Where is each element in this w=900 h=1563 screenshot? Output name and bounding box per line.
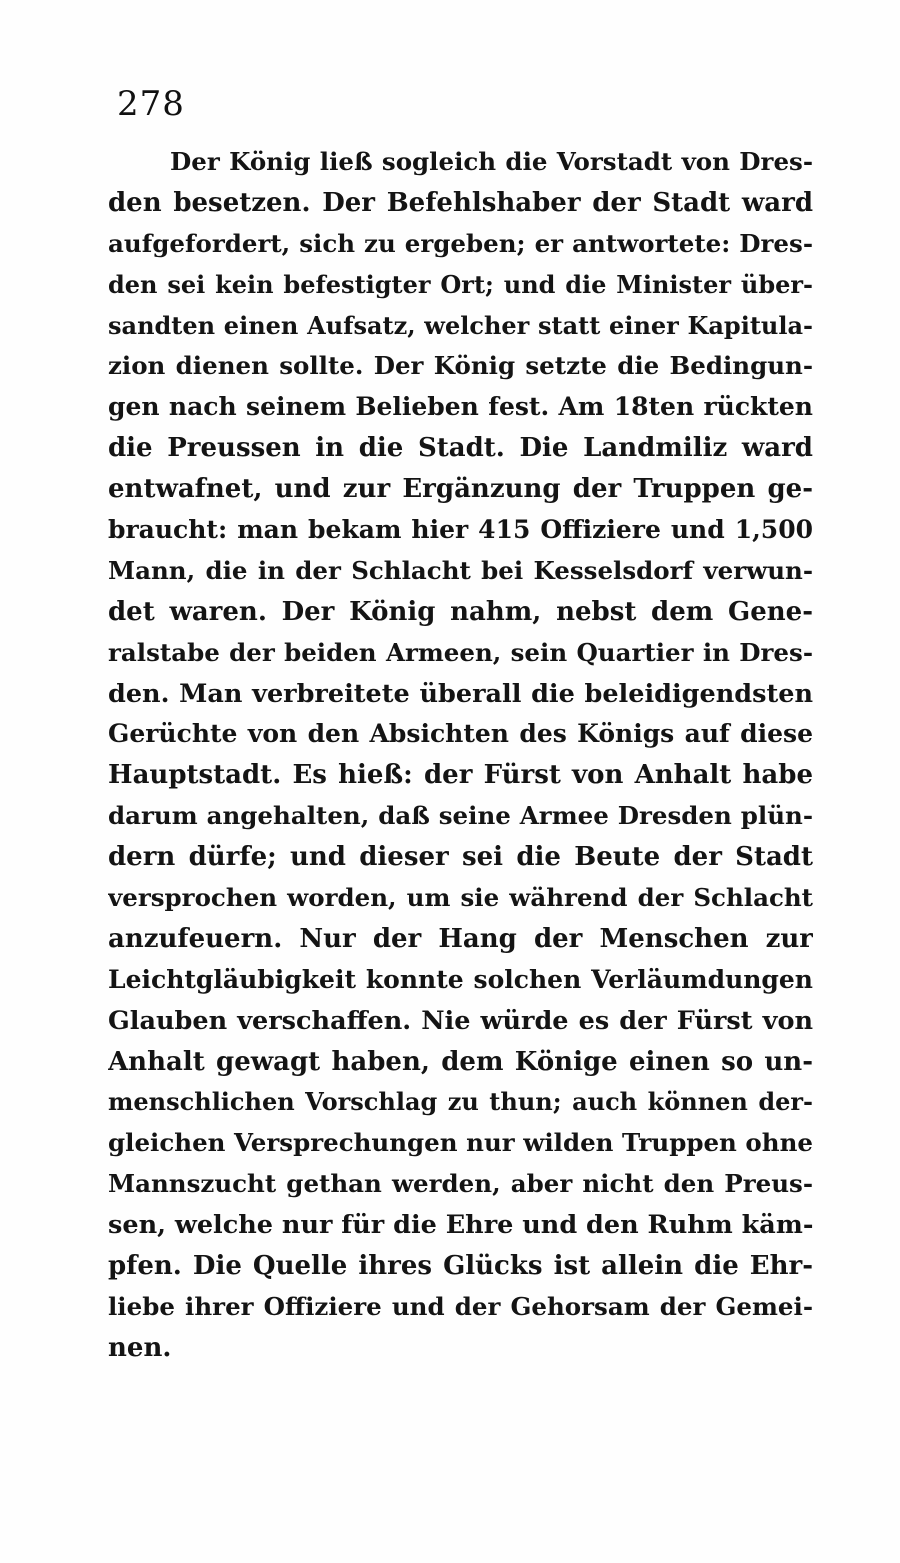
text-line: gleichen Versprechungen nur wilden Truppen ohne: [108, 1128, 813, 1158]
text-line: liebe ihrer Offiziere und der Gehorsam der Gemei-: [108, 1291, 813, 1321]
text-line: Gerüchte von den Absichten des Königs auf diese: [108, 719, 813, 749]
text-line: Mann, die in der Schlacht bei Kesselsdorf verwun-: [108, 555, 813, 585]
text-line: menschlichen Vorschlag zu thun; auch können der-: [108, 1087, 813, 1117]
text-line: Hauptstadt. Es hieß: der Fürst von Anhalt habe: [108, 760, 813, 791]
text-line: pfen. Die Quelle ihres Glücks ist allein die Ehr-: [108, 1251, 813, 1282]
text-line: gen nach seinem Belieben fest. Am 18ten rückten: [108, 392, 813, 422]
text-line: Der König ließ sogleich die Vorstadt von Dres-: [170, 147, 813, 176]
body-text: [108, 142, 813, 1369]
text-line: darum angehalten, daß seine Armee Dresden plün-: [108, 801, 813, 831]
text-line: det waren. Der König nahm, nebst dem Gene-: [108, 596, 813, 627]
text-line: den. Man verbreitete überall die beleidigendsten: [108, 678, 813, 709]
text-line: braucht: man bekam hier 415 Offiziere und 1,500: [108, 515, 813, 545]
text-line: Anhalt gewagt haben, dem Könige einen so un-: [108, 1046, 813, 1077]
text-line: den besetzen. Der Befehlshaber der Stadt ward: [108, 187, 813, 218]
text-line: den sei kein befestigter Ort; und die Minister über-: [108, 269, 813, 299]
text-line: sen, welche nur für die Ehre und den Ruhm käm-: [108, 1210, 813, 1241]
text-line: Mannszucht gethan werden, aber nicht den Preus-: [108, 1169, 813, 1199]
text-line: die Preussen in die Stadt. Die Landmiliz ward: [108, 433, 813, 464]
text-line: ralstabe der beiden Armeen, sein Quartier in Dres-: [108, 637, 813, 667]
text-line: sandten einen Aufsatz, welcher statt einer Kapitula-: [108, 310, 813, 340]
text-line: aufgefordert, sich zu ergeben; er antwortete: Dres-: [108, 228, 813, 258]
page-number: 278: [117, 84, 185, 124]
text-line: anzufeuern. Nur der Hang der Menschen zur: [108, 923, 813, 954]
text-line: zion dienen sollte. Der König setzte die Bedingun-: [108, 351, 813, 381]
text-line: entwafnet, und zur Ergänzung der Truppen ge-: [108, 474, 813, 505]
text-line: Glauben verschaffen. Nie würde es der Fürst von: [108, 1005, 813, 1036]
text-line: versprochen worden, um sie während der Schlacht: [108, 883, 813, 913]
text-line: nen.: [108, 1332, 172, 1363]
text-line: dern dürfe; und dieser sei die Beute der Stadt: [108, 842, 813, 873]
text-line: Leichtgläubigkeit konnte solchen Verläumdungen: [108, 964, 813, 994]
